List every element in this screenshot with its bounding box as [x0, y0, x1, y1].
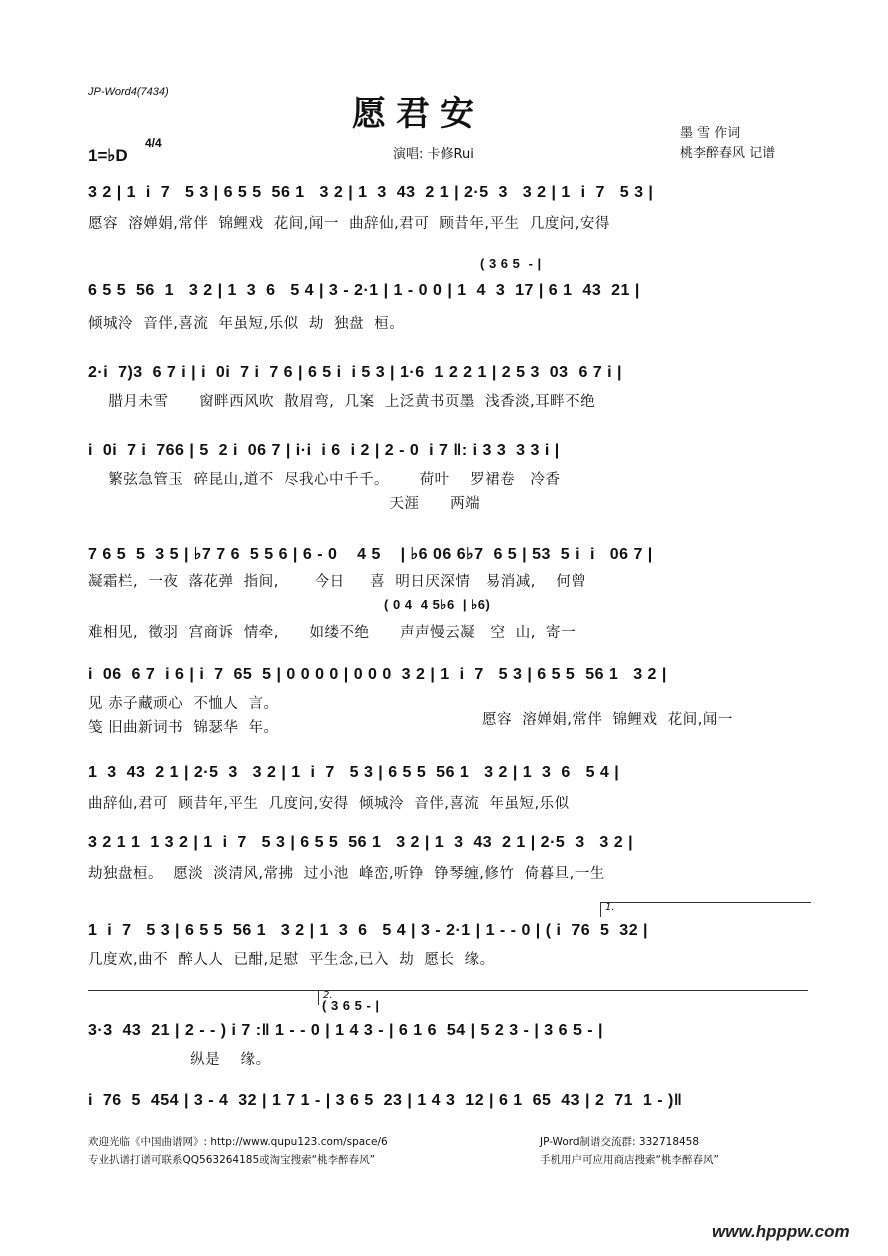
notation-line-7: 1 3 43 2 1 | 2·5 3 3 2 | 1 i 7 5 3 | 6 5 5 56 1 3 2 | 1 3 6 5 4 |: [88, 764, 620, 781]
transcriber-credit: 桃李醉春风 记谱: [680, 146, 776, 161]
volta-bracket-1: [600, 902, 811, 917]
lyric-line-5b: 难相见, 徵羽 宫商诉 情牵, 如缕不绝 声声慢云凝 空 山, 寄一: [88, 625, 577, 641]
notation-line-9: 1 i 7 5 3 | 6 5 5 56 1 3 2 | 1 3 6 5 4 | 3 - 2·1 | 1 - - 0 | ( i 76 5 32 |: [88, 922, 649, 939]
lyric-line-4b: 天涯 两端: [88, 496, 481, 512]
footer-site-link: 欢迎光临《中国曲谱网》: http://www.qupu123.com/space/6: [88, 1136, 388, 1148]
lyric-line-10: 纵是 缘。: [88, 1052, 271, 1068]
notation-line-8: 3 2 1 1 1 3 2 | 1 i 7 5 3 | 6 5 5 56 1 3 2 | 1 3 43 2 1 | 2·5 3 3 2 |: [88, 834, 634, 851]
lyricist-credit: 墨 雪 作词: [680, 126, 741, 141]
watermark-logo: www.hpppw.com: [712, 1222, 850, 1241]
lyric-line-6a: 见 赤子藏顽心 不恤人 言。: [88, 696, 279, 712]
time-signature: [145, 138, 162, 149]
lyric-line-7: 曲辞仙,君可 顾昔年,平生 几度问,安得 倾城泠 音伴,喜流 年虽短,乐似: [88, 796, 570, 812]
software-tag: JP-Word4(7434): [88, 86, 169, 98]
lyric-line-2: 倾城泠 音伴,喜流 年虽短,乐似 劫 独盘 桓。: [88, 316, 405, 332]
volta-label-2: 2.: [323, 990, 333, 1001]
lyric-line-5: 凝霜栏, 一夜 落花弹 指间, 今日 喜 明日厌深情 易消减, 何曾: [88, 574, 587, 590]
lyric-line-6-right: 愿容 溶婵娟,常伴 锦鲤戏 花间,闻一: [482, 712, 733, 728]
notation-line-3: 2·i 7)3 6 7 i | i 0i 7 i 7 6 | 6 5 i i 5 3 | 1·6 1 2 2 1 | 2 5 3 03 6 7 i |: [88, 364, 622, 381]
notation-line-6: i 06 6 7 i 6 | i 7 65 5 | 0 0 0 0 | 0 0 0 3 2 | 1 i 7 5 3 | 6 5 5 56 1 3 2 |: [88, 666, 667, 683]
notation-line-10: 3·3 43 21 | 2 - - ) i 7 :‖ 1 - - 0 | 1 4 3 - | 6 1 6 54 | 5 2 3 - | 3 6 5 - |: [88, 1022, 604, 1039]
lyric-line-6b: 笺 旧曲新词书 锦瑟华 年。: [88, 720, 279, 736]
notation-line-1: 3 2 | 1 i 7 5 3 | 6 5 5 56 1 3 2 | 1 3 43 2 1 | 2·5 3 3 2 | 1 i 7 5 3 |: [88, 184, 654, 201]
page-title: 愿君安: [352, 94, 484, 134]
lyric-line-8: 劫独盘桓。 愿淡 淡清风,常拂 过小池 峰峦,听铮 铮琴缠,修竹 倚暮旦,一生: [88, 866, 605, 882]
key-signature: 1=♭D: [88, 146, 128, 165]
bracket-notation-5: ( 0 4 4 5♭6 | ♭6): [384, 597, 491, 612]
footer-app: 手机用户可应用商店搜索“桃李醉春风”: [540, 1154, 719, 1166]
notation-line-5: 7 6 5 5 3 5 | ♭7 7 6 5 5 6 | 6 - 0 4 5 | ♭6 06 6♭7 6 5 | 53 5 i i 06 7 |: [88, 546, 653, 563]
volta-label-1: 1.: [605, 902, 615, 913]
lyric-line-4a: 繁弦急管玉 碎昆山,道不 尽我心中千千。 荷叶 罗裙卷 冷香: [88, 472, 561, 488]
bracket-notation-2: ( 3 6 5 - |: [480, 256, 542, 271]
lyric-line-3: 腊月未雪 窗畔西风吹 散眉弯, 几案 上泛黄书页墨 浅香淡,耳畔不绝: [88, 394, 596, 410]
lyric-line-1: 愿容 溶婵娟,常伴 锦鲤戏 花间,闻一 曲辞仙,君可 顾昔年,平生 几度问,安得: [88, 216, 610, 232]
singer-credit: 演唱: 卡修Rui: [393, 147, 474, 162]
footer-group: JP-Word制谱交流群: 332718458: [540, 1136, 700, 1148]
time-signature-value: 4/4: [145, 136, 162, 150]
footer-contact: 专业扒谱打谱可联系QQ563264185或淘宝搜索“桃李醉春风”: [88, 1154, 376, 1166]
notation-line-4: i 0i 7 i 766 | 5 2 i 06 7 | i·i i 6 i 2 | 2 - 0 i 7 ‖: i 3 3 3 3 i |: [88, 442, 560, 459]
section-divider: [88, 990, 808, 991]
notation-line-2: 6 5 5 56 1 3 2 | 1 3 6 5 4 | 3 - 2·1 | 1 - 0 0 | 1 4 3 17 | 6 1 43 21 |: [88, 282, 640, 299]
notation-line-11: i 76 5 454 | 3 - 4 32 | 1 7 1 - | 3 6 5 23 | 1 4 3 12 | 6 1 65 43 | 2 71 1 - )‖: [88, 1092, 683, 1109]
bracket-notation-10: ( 3 6 5 - |: [322, 998, 380, 1013]
lyric-line-9: 几度欢,曲不 醉人人 已酣,足慰 平生念,已入 劫 愿长 缘。: [88, 952, 495, 968]
